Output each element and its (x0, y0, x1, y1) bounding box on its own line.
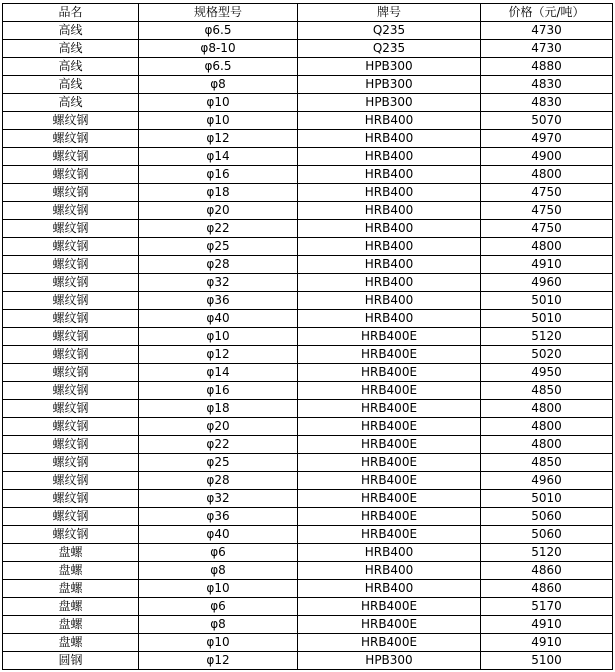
cell-grade: Q235 (298, 40, 481, 58)
cell-product-name: 螺纹钢 (3, 184, 139, 202)
cell-specification: φ18 (139, 400, 298, 418)
cell-price: 4730 (481, 22, 613, 40)
table-row (3, 166, 613, 184)
cell-specification: φ25 (139, 454, 298, 472)
cell-specification: φ8-10 (139, 40, 298, 58)
cell-grade: HPB300 (298, 652, 481, 670)
header-grade: 牌号 (298, 4, 481, 22)
table-row (3, 292, 613, 310)
cell-price: 4910 (481, 616, 613, 634)
header-price: 价格（元/吨） (481, 4, 613, 22)
cell-product-name: 螺纹钢 (3, 310, 139, 328)
cell-specification: φ16 (139, 382, 298, 400)
table-row (3, 490, 613, 508)
cell-price: 5020 (481, 346, 613, 364)
cell-product-name: 盘螺 (3, 634, 139, 652)
cell-grade: HRB400 (298, 112, 481, 130)
cell-specification: φ36 (139, 292, 298, 310)
table-row (3, 544, 613, 562)
cell-price: 4900 (481, 148, 613, 166)
cell-price: 4950 (481, 364, 613, 382)
cell-grade: HRB400 (298, 310, 481, 328)
table-row (3, 652, 613, 670)
cell-product-name: 螺纹钢 (3, 220, 139, 238)
cell-price: 4850 (481, 454, 613, 472)
cell-specification: φ6 (139, 598, 298, 616)
cell-product-name: 螺纹钢 (3, 166, 139, 184)
cell-grade: HRB400 (298, 238, 481, 256)
cell-product-name: 螺纹钢 (3, 382, 139, 400)
cell-product-name: 螺纹钢 (3, 274, 139, 292)
table-row (3, 400, 613, 418)
cell-specification: φ20 (139, 418, 298, 436)
table-row (3, 508, 613, 526)
cell-price: 5100 (481, 652, 613, 670)
cell-product-name: 螺纹钢 (3, 130, 139, 148)
cell-product-name: 高线 (3, 22, 139, 40)
table-row (3, 130, 613, 148)
cell-grade: HRB400 (298, 184, 481, 202)
cell-price: 4970 (481, 130, 613, 148)
cell-price: 4960 (481, 472, 613, 490)
cell-price: 5070 (481, 112, 613, 130)
cell-grade: HPB300 (298, 76, 481, 94)
cell-specification: φ40 (139, 310, 298, 328)
cell-grade: HRB400E (298, 328, 481, 346)
table-row (3, 634, 613, 652)
cell-grade: HRB400 (298, 166, 481, 184)
table-row (3, 274, 613, 292)
table-row (3, 238, 613, 256)
cell-product-name: 高线 (3, 94, 139, 112)
cell-specification: φ12 (139, 130, 298, 148)
cell-specification: φ10 (139, 328, 298, 346)
price-table (2, 3, 613, 670)
cell-product-name: 螺纹钢 (3, 472, 139, 490)
table-row (3, 382, 613, 400)
cell-specification: φ12 (139, 346, 298, 364)
table-row (3, 526, 613, 544)
cell-grade: HRB400 (298, 292, 481, 310)
cell-price: 4960 (481, 274, 613, 292)
table-row (3, 328, 613, 346)
cell-price: 4800 (481, 400, 613, 418)
cell-grade: HRB400E (298, 436, 481, 454)
cell-grade: HRB400 (298, 562, 481, 580)
cell-product-name: 螺纹钢 (3, 148, 139, 166)
header-row (3, 4, 613, 22)
cell-grade: HRB400E (298, 382, 481, 400)
cell-price: 5010 (481, 292, 613, 310)
table-row (3, 184, 613, 202)
table-row (3, 310, 613, 328)
cell-grade: HPB300 (298, 94, 481, 112)
cell-specification: φ8 (139, 562, 298, 580)
cell-specification: φ6 (139, 544, 298, 562)
cell-specification: φ25 (139, 238, 298, 256)
cell-grade: HRB400 (298, 202, 481, 220)
table-row (3, 94, 613, 112)
cell-price: 5170 (481, 598, 613, 616)
cell-grade: HRB400 (298, 130, 481, 148)
cell-grade: HRB400E (298, 526, 481, 544)
table-row (3, 148, 613, 166)
cell-grade: HRB400E (298, 418, 481, 436)
cell-grade: HRB400E (298, 508, 481, 526)
cell-price: 4750 (481, 184, 613, 202)
cell-grade: HRB400 (298, 220, 481, 238)
cell-specification: φ10 (139, 112, 298, 130)
cell-specification: φ28 (139, 472, 298, 490)
cell-specification: φ36 (139, 508, 298, 526)
table-row (3, 76, 613, 94)
table-row (3, 454, 613, 472)
cell-product-name: 盘螺 (3, 598, 139, 616)
cell-price: 4750 (481, 202, 613, 220)
cell-price: 4910 (481, 634, 613, 652)
cell-product-name: 高线 (3, 58, 139, 76)
cell-product-name: 螺纹钢 (3, 436, 139, 454)
cell-product-name: 螺纹钢 (3, 328, 139, 346)
table-row (3, 58, 613, 76)
cell-grade: HPB300 (298, 58, 481, 76)
cell-specification: φ32 (139, 274, 298, 292)
cell-product-name: 螺纹钢 (3, 202, 139, 220)
cell-grade: HRB400 (298, 148, 481, 166)
cell-product-name: 螺纹钢 (3, 238, 139, 256)
cell-specification: φ14 (139, 364, 298, 382)
cell-grade: HRB400E (298, 346, 481, 364)
cell-price: 5120 (481, 544, 613, 562)
cell-price: 5010 (481, 490, 613, 508)
cell-product-name: 螺纹钢 (3, 490, 139, 508)
table-row (3, 220, 613, 238)
cell-specification: φ10 (139, 634, 298, 652)
cell-product-name: 高线 (3, 76, 139, 94)
cell-product-name: 盘螺 (3, 580, 139, 598)
cell-price: 4800 (481, 436, 613, 454)
table-row (3, 364, 613, 382)
cell-specification: φ18 (139, 184, 298, 202)
cell-product-name: 盘螺 (3, 544, 139, 562)
cell-grade: HRB400E (298, 472, 481, 490)
cell-price: 4750 (481, 220, 613, 238)
cell-grade: HRB400E (298, 616, 481, 634)
table-row (3, 472, 613, 490)
cell-product-name: 圆钢 (3, 652, 139, 670)
cell-specification: φ16 (139, 166, 298, 184)
table-row (3, 598, 613, 616)
table-row (3, 40, 613, 58)
table-row (3, 418, 613, 436)
cell-product-name: 螺纹钢 (3, 346, 139, 364)
cell-specification: φ40 (139, 526, 298, 544)
table-row (3, 346, 613, 364)
table-row (3, 562, 613, 580)
table-row (3, 436, 613, 454)
cell-product-name: 螺纹钢 (3, 292, 139, 310)
cell-grade: HRB400E (298, 634, 481, 652)
cell-specification: φ10 (139, 580, 298, 598)
table-row (3, 202, 613, 220)
cell-product-name: 螺纹钢 (3, 112, 139, 130)
table-row (3, 580, 613, 598)
cell-grade: Q235 (298, 22, 481, 40)
cell-price: 5010 (481, 310, 613, 328)
cell-price: 4730 (481, 40, 613, 58)
cell-product-name: 螺纹钢 (3, 526, 139, 544)
cell-product-name: 螺纹钢 (3, 508, 139, 526)
cell-grade: HRB400E (298, 364, 481, 382)
cell-specification: φ22 (139, 220, 298, 238)
cell-grade: HRB400E (298, 490, 481, 508)
cell-price: 4860 (481, 580, 613, 598)
table-row (3, 616, 613, 634)
cell-specification: φ6.5 (139, 22, 298, 40)
cell-price: 4880 (481, 58, 613, 76)
cell-product-name: 螺纹钢 (3, 454, 139, 472)
cell-price: 4830 (481, 94, 613, 112)
cell-grade: HRB400E (298, 400, 481, 418)
cell-price: 4830 (481, 76, 613, 94)
cell-price: 4910 (481, 256, 613, 274)
cell-specification: φ6.5 (139, 58, 298, 76)
header-specification: 规格型号 (139, 4, 298, 22)
cell-specification: φ22 (139, 436, 298, 454)
cell-product-name: 螺纹钢 (3, 418, 139, 436)
cell-price: 4860 (481, 562, 613, 580)
cell-product-name: 盘螺 (3, 562, 139, 580)
cell-specification: φ8 (139, 76, 298, 94)
cell-price: 5060 (481, 508, 613, 526)
cell-grade: HRB400E (298, 598, 481, 616)
cell-grade: HRB400 (298, 256, 481, 274)
cell-price: 4800 (481, 166, 613, 184)
cell-specification: φ20 (139, 202, 298, 220)
cell-specification: φ32 (139, 490, 298, 508)
cell-product-name: 高线 (3, 40, 139, 58)
cell-specification: φ12 (139, 652, 298, 670)
cell-specification: φ28 (139, 256, 298, 274)
cell-grade: HRB400 (298, 274, 481, 292)
cell-price: 4850 (481, 382, 613, 400)
cell-grade: HRB400 (298, 580, 481, 598)
table-header (3, 4, 613, 22)
cell-price: 4800 (481, 238, 613, 256)
cell-specification: φ8 (139, 616, 298, 634)
table-row (3, 112, 613, 130)
cell-price: 5060 (481, 526, 613, 544)
cell-price: 4800 (481, 418, 613, 436)
cell-specification: φ14 (139, 148, 298, 166)
cell-specification: φ10 (139, 94, 298, 112)
cell-grade: HRB400 (298, 544, 481, 562)
cell-product-name: 螺纹钢 (3, 364, 139, 382)
header-product-name: 品名 (3, 4, 139, 22)
table-row (3, 22, 613, 40)
cell-grade: HRB400E (298, 454, 481, 472)
table-row (3, 256, 613, 274)
cell-product-name: 盘螺 (3, 616, 139, 634)
cell-price: 5120 (481, 328, 613, 346)
cell-product-name: 螺纹钢 (3, 256, 139, 274)
table-body (3, 22, 613, 670)
cell-product-name: 螺纹钢 (3, 400, 139, 418)
